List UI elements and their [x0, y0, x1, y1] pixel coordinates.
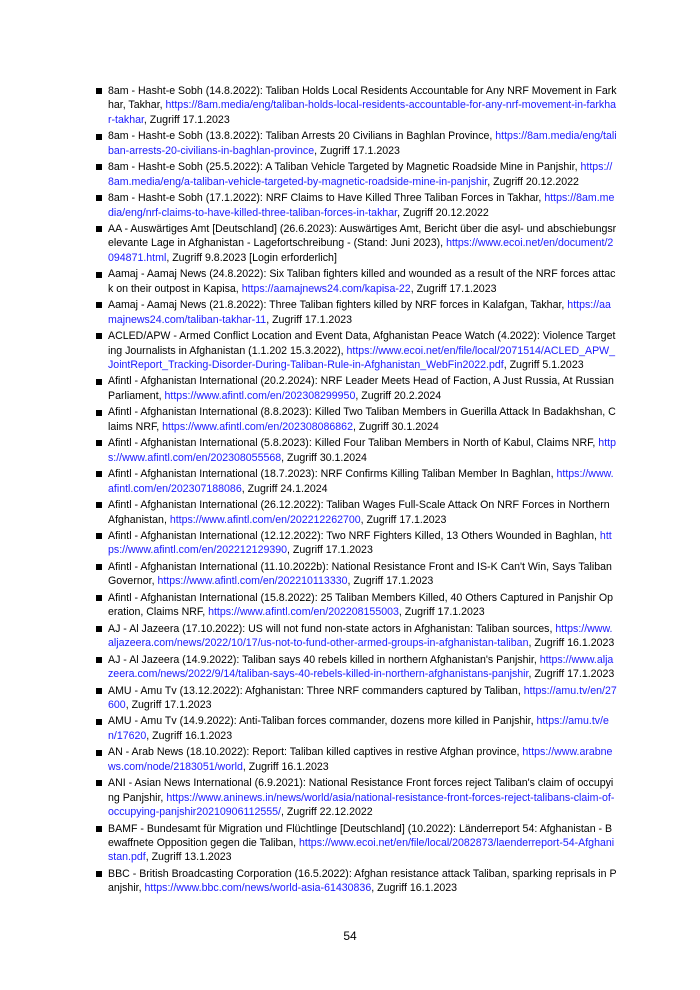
bullet-icon	[96, 226, 102, 232]
reference-access-date: , Zugriff 16.1.2023	[242, 760, 329, 773]
reference-access-date: , Zugriff 20.2.2024	[355, 389, 442, 402]
reference-link[interactable]: https://amu.tv/en/27600	[108, 684, 617, 711]
reference-link[interactable]: https://www.afintl.com/en/202308055568	[108, 437, 616, 464]
reference-text: 8am - Hasht-e Sobh (13.8.2022): Taliban Arrests 20 Civilians in Baghlan Province,	[108, 130, 496, 143]
reference-access-date: , Zugriff 5.1.2023	[503, 358, 584, 371]
reference-text: BBC - British Broadcasting Corporation (16.5.2022): Afghan resistance attack Taliban, sparking reprisals in Panjshir,	[108, 867, 617, 895]
reference-entry	[96, 560, 617, 589]
reference-access-date: , Zugriff 9.8.2023 [Login erforderlich]	[166, 251, 337, 264]
reference-link[interactable]: https://www.afintl.com/en/202210113330	[157, 575, 348, 588]
reference-text: ANI - Asian News International (6.9.2021): National Resistance Front forces reject Taliban's claim of occupying Panjshir,	[108, 777, 614, 804]
bullet-icon	[96, 88, 102, 94]
reference-text: AN - Arab News (18.10.2022): Report: Taliban killed captives in restive Afghan province,	[108, 746, 523, 759]
reference-text: ACLED/APW - Armed Conflict Location and Event Data, Afghanistan Peace Watch (4.2022): Violence Targeting Journalists in Afghanistan (1.1.202 15.3.2022),	[108, 330, 616, 357]
reference-entry	[96, 329, 617, 372]
reference-link[interactable]: https://www.afintl.com/en/202307188086	[108, 468, 614, 495]
reference-text: Aamaj - Aamaj News (24.8.2022): Six Taliban fighters killed and wounded as a result of the NRF forces attack on their outpost in Kapisa,	[108, 268, 616, 295]
reference-link[interactable]: https://amu.tv/en/17620	[108, 715, 609, 742]
bullet-icon	[96, 533, 102, 539]
bullet-icon	[96, 871, 102, 877]
reference-link[interactable]: https://8am.media/eng/nrf-claims-to-have-killed-three-taliban-forces-in-takhar	[108, 192, 615, 219]
reference-link[interactable]: https://aamajnews24.com/kapisa-22	[241, 282, 411, 295]
reference-link[interactable]: https://aamajnews24.com/taliban-takhar-11	[108, 299, 611, 326]
reference-entry	[96, 498, 617, 527]
reference-access-date: , Zugriff 17.1.2023	[410, 282, 497, 295]
reference-text: AA - Auswärtiges Amt [Deutschland] (26.6.2023): Auswärtiges Amt, Bericht über die asyl- und abschiebungsrelevante Lage in Afghanistan - Lagefortschreibung - (Stand: Juni 2023),	[108, 223, 617, 250]
reference-entry	[96, 591, 617, 620]
bullet-icon	[96, 164, 102, 170]
reference-link[interactable]: https://www.bbc.com/news/world-asia-61430836	[144, 882, 372, 895]
reference-text: Afintl - Afghanistan International (26.12.2022): Taliban Wages Full-Scale Attack On NRF Forces in Northern Afghanistan,	[108, 499, 610, 526]
reference-access-date: , Zugriff 20.12.2022	[397, 206, 489, 219]
bullet-icon	[96, 195, 102, 201]
reference-entry	[96, 298, 617, 327]
reference-link[interactable]: https://www.afintl.com/en/202308299950	[164, 389, 356, 402]
reference-access-date: , Zugriff 17.1.2023	[528, 668, 615, 681]
reference-access-date: , Zugriff 24.1.2024	[241, 482, 328, 495]
reference-entry	[96, 622, 617, 651]
reference-text: 8am - Hasht-e Sobh (14.8.2022): Taliban Holds Local Residents Accountable for Any NRF Movement in Farkhar, Takhar,	[108, 85, 617, 112]
bullet-icon	[96, 302, 102, 308]
bullet-icon	[96, 333, 102, 339]
reference-text: Afintl - Afghanistan International (20.2.2024): NRF Leader Meets Head of Faction, A Just Russia, At Russian Parliament,	[108, 375, 614, 402]
reference-text: AMU - Amu Tv (14.9.2022): Anti-Taliban forces commander, dozens more killed in Panjshir,	[108, 715, 537, 728]
reference-entry	[96, 160, 617, 189]
reference-text: AJ - Al Jazeera (17.10.2022): US will not fund non-state actors in Afghanistan: Taliban sources,	[108, 622, 556, 635]
reference-entry	[96, 529, 617, 558]
reference-access-date: , Zugriff 17.1.2023	[398, 606, 485, 619]
reference-text: Afintl - Afghanistan International (8.8.2023): Killed Two Taliban Members in Guerilla Attack In Badakhshan, Claims NRF,	[108, 406, 616, 433]
reference-link[interactable]: https://www.afintl.com/en/202208155003	[208, 606, 399, 619]
reference-text: Afintl - Afghanistan International (5.8.2023): Killed Four Taliban Members in North of Kabul, Claims NRF,	[108, 437, 599, 450]
reference-access-date: , Zugriff 17.1.2023	[287, 544, 373, 557]
reference-link[interactable]: https://www.aljazeera.com/news/2022/9/14/taliban-says-40-rebels-killed-in-northern-afghanistans-panjshir	[108, 653, 614, 681]
reference-text: Aamaj - Aamaj News (21.8.2022): Three Taliban fighters killed by NRF forces in Kalafgan, Takhar,	[108, 299, 568, 312]
bullet-icon	[96, 626, 102, 632]
reference-access-date: , Zugriff 30.1.2024	[352, 420, 439, 433]
reference-link[interactable]: https://www.afintl.com/en/202212262700	[169, 513, 361, 526]
reference-text: 8am - Hasht-e Sobh (17.1.2022): NRF Claims to Have Killed Three Taliban Forces in Takhar,	[108, 192, 545, 205]
reference-link[interactable]: https://www.ecoi.net/en/file/local/2071514/ACLED_APW_JointReport_Tracking-Disorder-During-Taliban-Rule-in-Afghanistan_WebFin2022.pdf	[108, 344, 616, 371]
reference-entry	[96, 222, 617, 265]
reference-link[interactable]: https://www.aljazeera.com/news/2022/10/17/us-not-to-fund-other-armed-groups-in-afghanistan-taliban	[108, 622, 613, 650]
reference-entry	[96, 84, 617, 127]
bullet-icon	[96, 410, 102, 416]
bullet-icon	[96, 657, 102, 663]
reference-entry	[96, 267, 617, 296]
reference-entry	[96, 684, 617, 713]
reference-link[interactable]: https://www.aninews.in/news/world/asia/national-resistance-front-forces-reject-talibans-claim-of-occupying-panjshir20210906112555/	[108, 791, 615, 819]
reference-link[interactable]: https://www.afintl.com/en/202212129390	[108, 530, 612, 557]
reference-access-date: , Zugriff 17.1.2023	[314, 144, 400, 157]
reference-link[interactable]: https://www.ecoi.net/en/file/local/2082873/laenderreport-54-Afghanistan.pdf	[108, 836, 615, 864]
reference-access-date: , Zugriff 17.1.2023	[125, 698, 212, 711]
reference-text: 8am - Hasht-e Sobh (25.5.2022): A Taliban Vehicle Targeted by Magnetic Roadside Mine in Panjshir,	[108, 161, 581, 174]
reference-link[interactable]: https://8am.media/eng/a-taliban-vehicle-targeted-by-magnetic-roadside-mine-in-panjshir	[108, 161, 613, 188]
reference-access-date: , Zugriff 16.1.2023	[371, 882, 458, 895]
reference-access-date: , Zugriff 16.1.2023	[528, 637, 615, 650]
reference-link[interactable]: https://8am.media/eng/taliban-holds-local-residents-accountable-for-any-nrf-movement-in-farkhar-takhar	[108, 99, 616, 126]
reference-entry	[96, 745, 617, 774]
reference-access-date: , Zugriff 30.1.2024	[281, 451, 367, 464]
reference-access-date: , Zugriff 20.12.2022	[487, 175, 579, 188]
reference-access-date: , Zugriff 17.1.2023	[143, 113, 230, 126]
reference-text: AJ - Al Jazeera (14.9.2022): Taliban says 40 rebels killed in northern Afghanistan's Panjshir,	[108, 653, 540, 666]
reference-link[interactable]: https://8am.media/eng/taliban-arrests-20-civilians-in-baghlan-province	[108, 130, 617, 157]
bullet-icon	[96, 272, 102, 278]
reference-text: Afintl - Afghanistan International (15.8.2022): 25 Taliban Members Killed, 40 Others Captured in Panjshir Operation, Claims NRF,	[108, 591, 614, 619]
bullet-icon	[96, 780, 102, 786]
reference-entry	[96, 467, 617, 496]
bullet-icon	[96, 719, 102, 725]
reference-access-date: , Zugriff 16.1.2023	[146, 729, 233, 742]
bullet-icon	[96, 379, 102, 385]
reference-link[interactable]: https://www.ecoi.net/en/document/2094871.html	[108, 237, 614, 264]
bullet-icon	[96, 471, 102, 477]
bullet-icon	[96, 134, 102, 140]
reference-entry	[96, 129, 617, 158]
bullet-icon	[96, 750, 102, 756]
bullet-icon	[96, 688, 102, 694]
bullet-icon	[96, 564, 102, 570]
bullet-icon	[96, 440, 102, 446]
reference-access-date: , Zugriff 17.1.2023	[360, 513, 447, 526]
bullet-icon	[96, 595, 102, 601]
reference-entry	[96, 191, 617, 220]
reference-entry	[96, 867, 617, 896]
reference-entry	[96, 374, 617, 403]
reference-entry	[96, 653, 617, 682]
reference-text: Afintl - Afghanistan International (11.10.2022b): National Resistance Front and IS-K Can't Win, Says Taliban Governor,	[108, 560, 612, 588]
reference-entry	[96, 436, 617, 465]
reference-entry	[96, 714, 617, 743]
reference-text: BAMF - Bundesamt für Migration und Flüchtlinge [Deutschland] (10.2022): Länderreport 54: Afghanistan - Bewaffnete Opposition gegen die Taliban,	[108, 822, 613, 849]
reference-text: Afintl - Afghanistan International (12.12.2022): Two NRF Fighters Killed, 13 Others Wounded in Baghlan,	[108, 530, 600, 542]
reference-link[interactable]: https://www.afintl.com/en/202308086862	[162, 420, 353, 433]
bullet-icon	[96, 502, 102, 508]
reference-text: Afintl - Afghanistan International (18.7.2023): NRF Confirms Killing Taliban Member In Baghlan,	[108, 468, 557, 481]
reference-link[interactable]: https://www.arabnews.com/node/2183051/world	[108, 746, 613, 773]
reference-text: AMU - Amu Tv (13.12.2022): Afghanistan: Three NRF commanders captured by Taliban,	[108, 684, 524, 697]
reference-access-date: , Zugriff 17.1.2023	[347, 575, 434, 588]
reference-entry	[96, 822, 617, 865]
reference-entry	[96, 405, 617, 434]
bullet-icon	[96, 826, 102, 832]
reference-access-date: , Zugriff 17.1.2023	[266, 313, 352, 326]
reference-access-date: , Zugriff 22.12.2022	[280, 806, 373, 819]
reference-list	[96, 84, 617, 898]
reference-entry	[96, 776, 617, 819]
reference-access-date: , Zugriff 13.1.2023	[145, 851, 232, 864]
page-number: 54	[343, 929, 357, 943]
